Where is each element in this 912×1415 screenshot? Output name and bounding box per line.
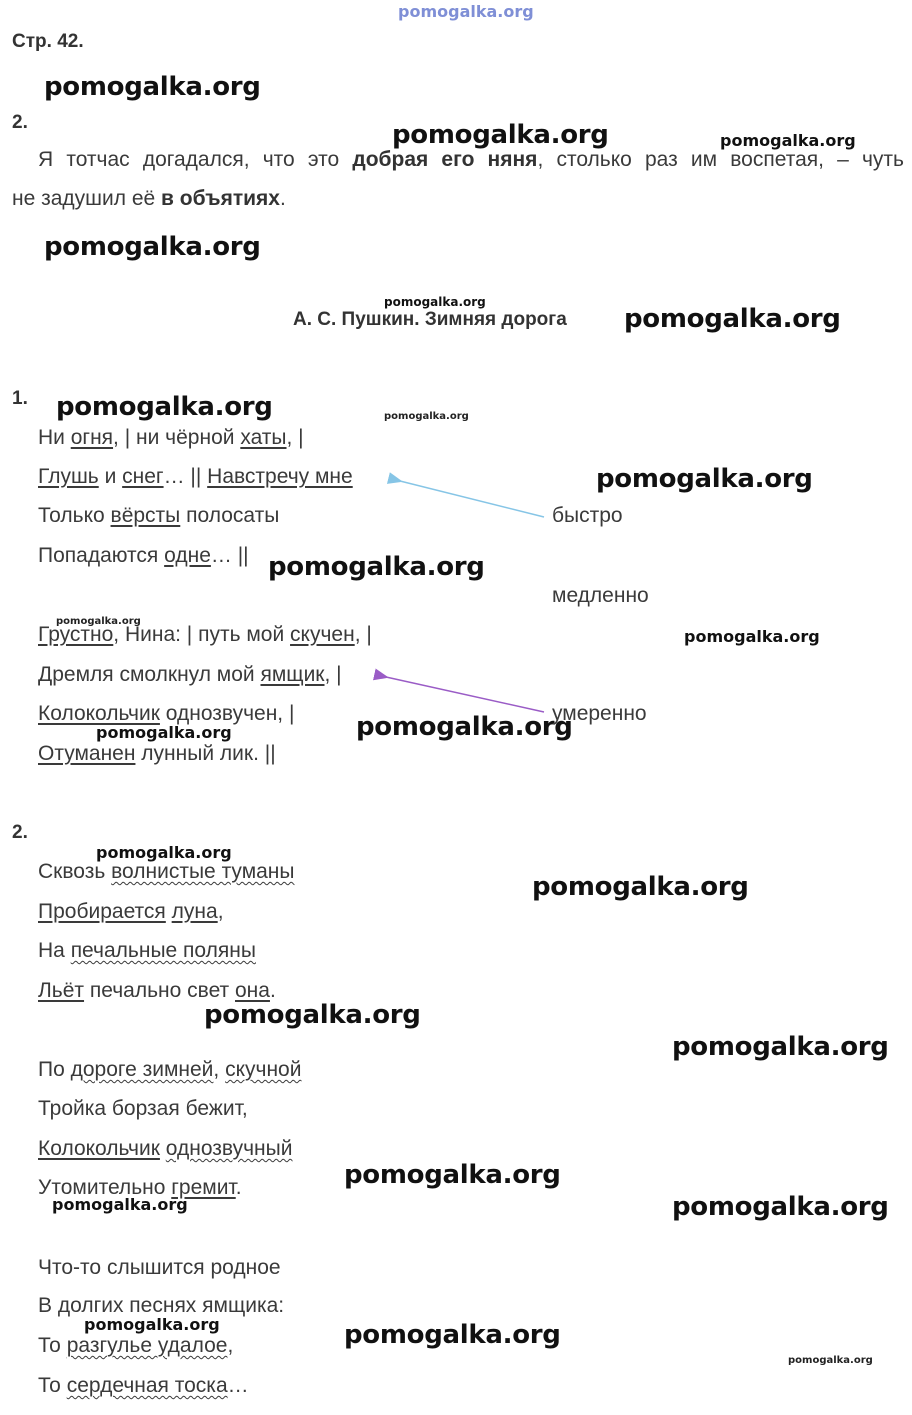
task1-line: Дремля смолкнул мой ямщик, | xyxy=(38,663,342,686)
watermark: pomogalka.org xyxy=(96,723,232,742)
watermark: pomogalka.org xyxy=(392,120,609,150)
task1-line: Ни огня, | ни чёрной хаты, | xyxy=(38,426,304,449)
task2-line: Тройка борзая бежит, xyxy=(38,1097,248,1120)
task2-line: Льёт печально свет она. xyxy=(38,979,276,1002)
watermark: pomogalka.org xyxy=(44,232,261,262)
task-number: 2. xyxy=(12,822,28,843)
watermark: pomogalka.org xyxy=(356,712,573,742)
task2-line: То сердечная тоска… xyxy=(38,1374,249,1397)
watermark: pomogalka.org xyxy=(624,304,841,334)
task2-line: Пробирается луна, xyxy=(38,900,224,923)
watermark-top: pomogalka.org xyxy=(398,2,534,21)
task2-line: На печальные поляны xyxy=(38,939,256,962)
watermark: pomogalka.org xyxy=(672,1192,889,1222)
poem-title: А. С. Пушкин. Зимняя дорога xyxy=(293,309,567,330)
tempo-label: быстро xyxy=(552,504,623,527)
watermark: pomogalka.org xyxy=(344,1320,561,1350)
task-number: 1. xyxy=(12,388,28,409)
watermark: pomogalka.org xyxy=(672,1032,889,1062)
arrow-fast xyxy=(400,481,544,517)
task2-line: Колокольчик однозвучный xyxy=(38,1137,293,1160)
task2-line: Сквозь волнистые туманы xyxy=(38,860,295,883)
task2-line: То разгулье удалое, xyxy=(38,1334,234,1357)
watermark: pomogalka.org xyxy=(268,552,485,582)
task1-line: Попадаются одне… || xyxy=(38,544,249,567)
exercise-number: 2. xyxy=(12,112,28,133)
watermark: pomogalka.org xyxy=(84,1315,220,1334)
watermark: pomogalka.org xyxy=(44,72,261,102)
watermark: pomogalka.org xyxy=(344,1160,561,1190)
watermark: pomogalka.org xyxy=(384,295,486,309)
watermark: pomogalka.org xyxy=(596,464,813,494)
exercise-2-line-2: не задушил её в объятиях. xyxy=(12,187,286,210)
watermark: pomogalka.org xyxy=(204,1000,421,1030)
watermark: pomogalka.org xyxy=(56,616,141,627)
watermark: pomogalka.org xyxy=(720,131,856,150)
task2-line: В долгих песнях ямщика: xyxy=(38,1294,285,1317)
watermark: pomogalka.org xyxy=(384,411,469,422)
watermark: pomogalka.org xyxy=(788,1355,873,1366)
exercise-2-line-1: Я тотчас догадался, что это добрая его няня, столько раз им воспетая, – чуть xyxy=(38,148,904,171)
tempo-label: медленно xyxy=(552,584,649,607)
task2-line: По дороге зимней, скучной xyxy=(38,1058,302,1081)
watermark: pomogalka.org xyxy=(56,392,273,422)
arrow-moderate xyxy=(386,677,544,712)
task2-line: Что-то слышится родное xyxy=(38,1256,281,1279)
watermark: pomogalka.org xyxy=(96,843,232,862)
task1-line: Глушь и снег… || Навстречу мне xyxy=(38,465,353,488)
task1-line: Колокольчик однозвучен, | xyxy=(38,702,295,725)
task1-line: Отуманен лунный лик. || xyxy=(38,742,276,765)
task2-line: Утомительно гремит. xyxy=(38,1176,242,1199)
task1-line: Только вёрсты полосаты xyxy=(38,504,280,527)
watermark: pomogalka.org xyxy=(684,627,820,646)
tempo-label: умеренно xyxy=(552,702,647,725)
watermark: pomogalka.org xyxy=(52,1195,188,1214)
watermark: pomogalka.org xyxy=(532,872,749,902)
task1-line: Грустно, Нина: | путь мой скучен, | xyxy=(38,623,372,646)
page-label: Стр. 42. xyxy=(12,31,84,52)
